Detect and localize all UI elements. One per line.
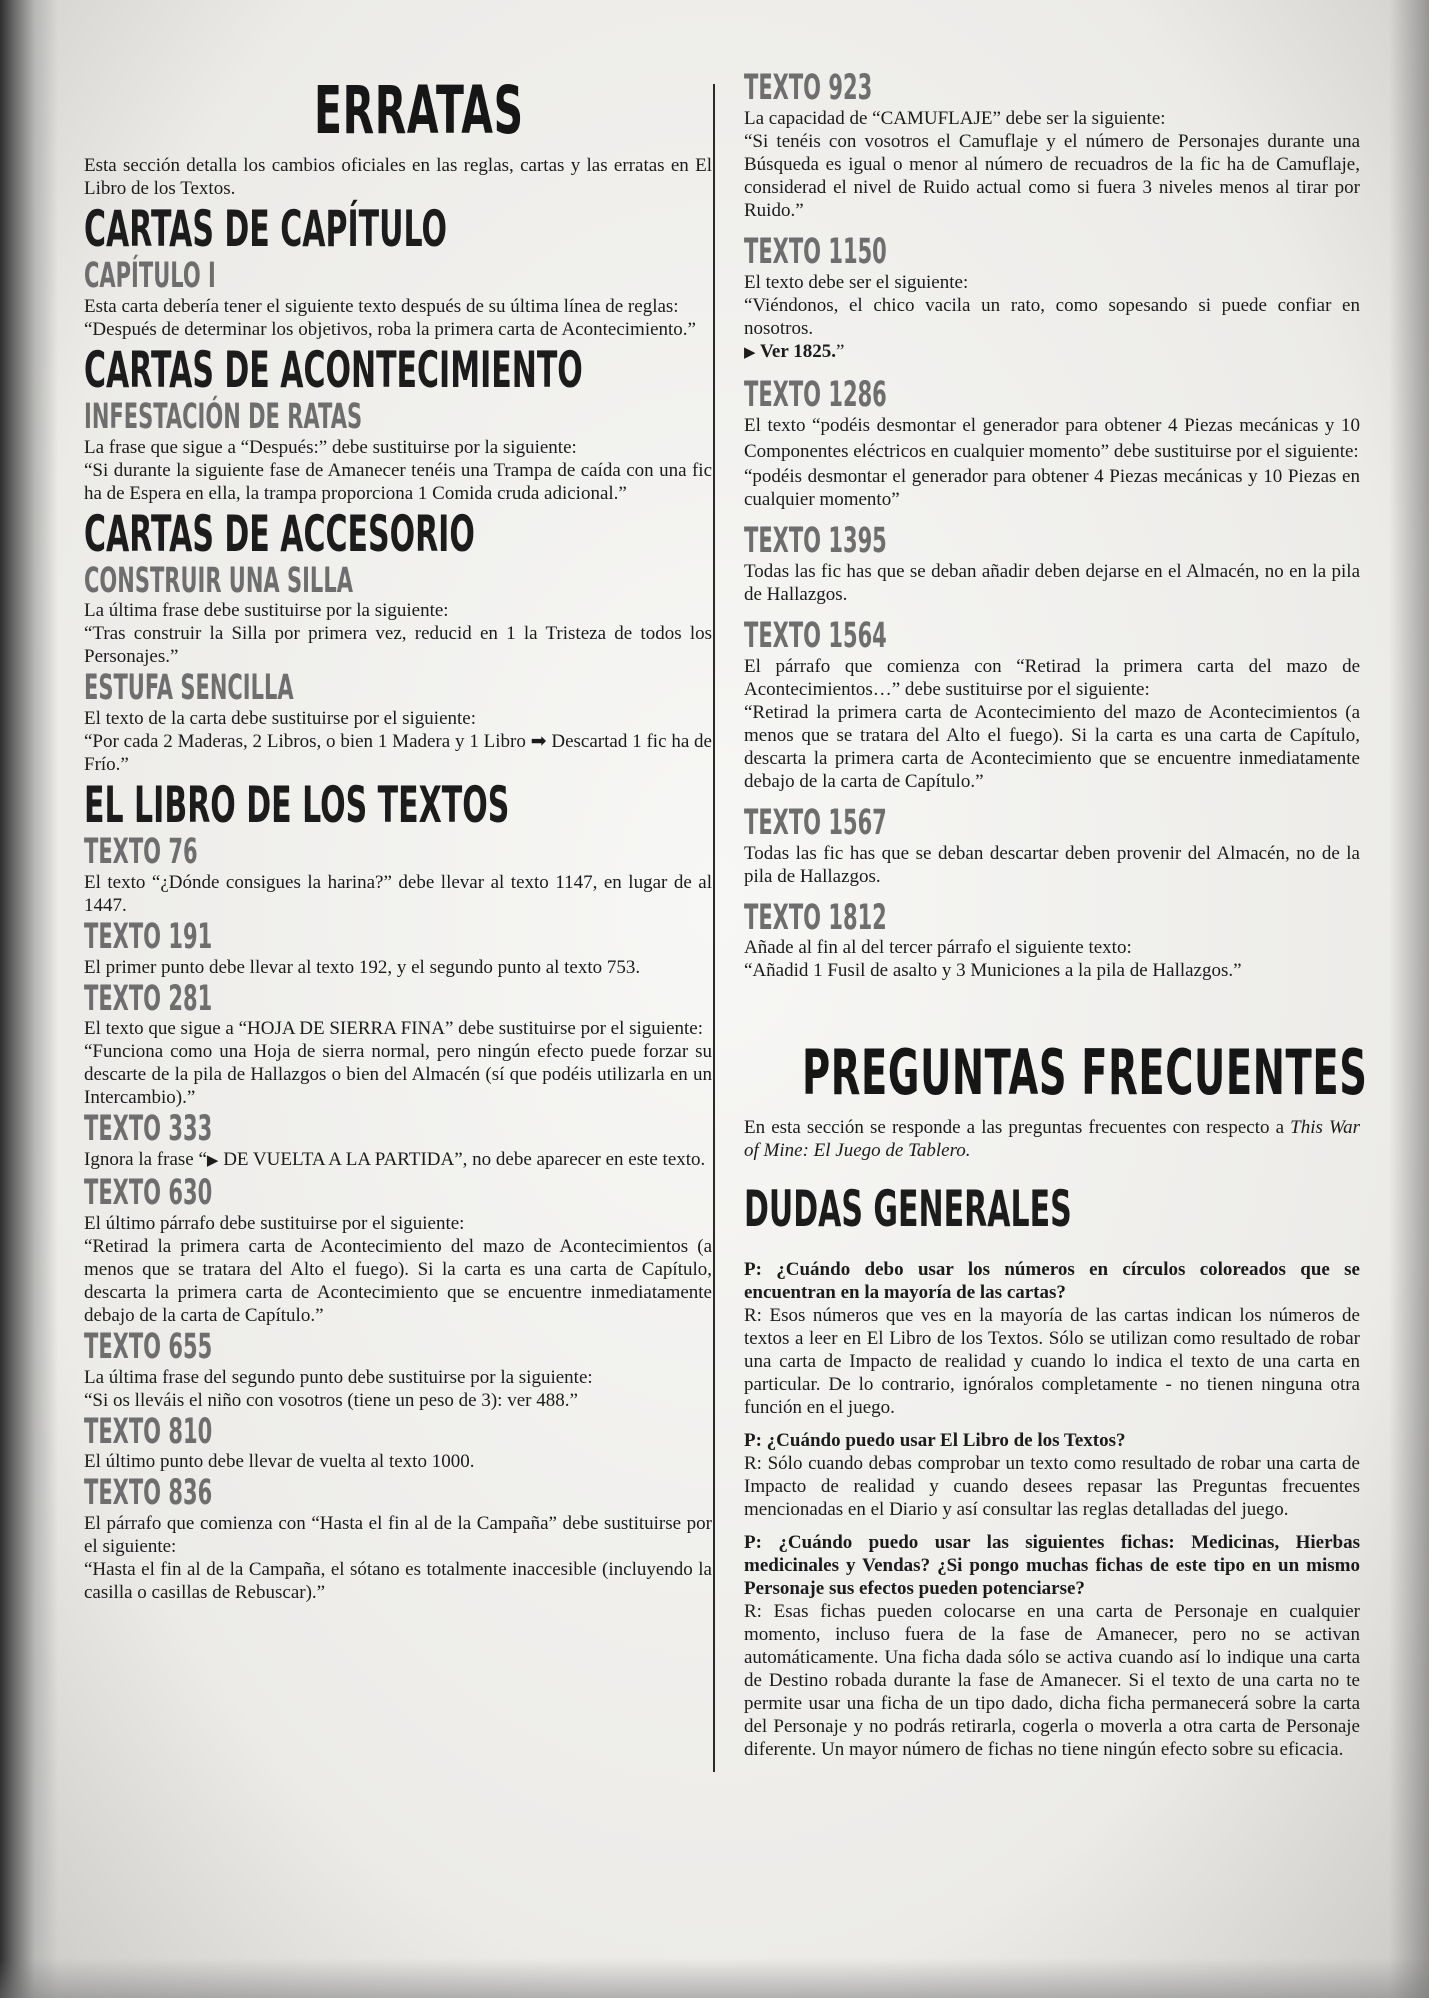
erratas-intro: Esta sección detalla los cambios oficiales en las reglas, cartas y las erratas en El Libro de los Textos. xyxy=(84,155,712,199)
general-questions-title: DUDAS GENERALES xyxy=(744,1180,1072,1239)
text-1286-quote: “podéis desmontar el generador para obtener 4 Piezas mecánicas y 10 Piezas en cualquier momento” xyxy=(744,466,1360,511)
question-3: P: ¿Cuándo puedo usar las siguientes fichas: Medicinas, Hierbas medicinales y Vendas? ¿Si pongo muchas fichas de este tipo en un mismo Personaje sus efectos pueden potenciarse? xyxy=(744,1532,1360,1600)
section-book-of-texts: EL LIBRO DE LOS TEXTOS xyxy=(84,776,510,834)
text-836-quote: “Hasta el fin al de la Campaña, el sótano es totalmente inaccesible (incluyendo la casilla o casillas de Rebuscar).” xyxy=(84,1559,712,1603)
text-1567-body: Todas las fic has que se deban descartar deben provenir del Almacén, no de la pila de Hallazgos. xyxy=(744,842,1360,887)
text-836-body: El párrafo que comienza con “Hasta el fin al de la Campaña” debe sustituirse por el siguiente: xyxy=(84,1513,712,1557)
text-1150-body: El texto debe ser el siguiente: xyxy=(744,271,969,293)
right-column xyxy=(744,68,1368,1761)
page-edge-shadow-right xyxy=(1389,0,1429,1998)
stove-title: ESTUFA SENCILLA xyxy=(84,668,294,709)
text-281-body: El texto que sigue a “HOJA DE SIERRA FINA” debe sustituirse por el siguiente: xyxy=(84,1018,703,1040)
text-1564-title: TEXTO 1564 xyxy=(744,616,887,656)
faq-intro-text: En esta sección se responde a las preguntas frecuentes con respecto a xyxy=(744,1117,1291,1139)
text-1150-quote: “Viéndonos, el chico vacila un rato, como sopesando si puede confiar en nosotros. xyxy=(744,294,1360,339)
text-1150-see-label: Ver 1825. xyxy=(755,340,836,362)
spacer xyxy=(744,793,1360,803)
text-1564-body: El párrafo que comienza con “Retirad la primera carta del mazo de Acontecimientos…” debe sustituirse por el siguiente: xyxy=(744,655,1360,700)
text-281-title: TEXTO 281 xyxy=(84,978,213,1019)
chair-title: CONSTRUIR UNA SILLA xyxy=(84,560,353,601)
text-810-title: TEXTO 810 xyxy=(84,1411,213,1452)
text-630-title: TEXTO 630 xyxy=(84,1173,213,1213)
text-76-body: El texto “¿Dónde consigues la harina?” debe llevar al texto 1147, en lugar de al 1447. xyxy=(84,871,712,916)
chair-quote: “Tras construir la Silla por primera vez, reducid en 1 la Tristeza de todos los Personajes.” xyxy=(84,623,712,668)
spacer xyxy=(744,1162,1360,1180)
chapter-1-text: Esta carta debería tener el siguiente texto después de su última línea de reglas: xyxy=(84,295,679,317)
faq-title: PREGUNTAS FRECUENTES xyxy=(802,1036,1368,1110)
play-arrow-icon: ▶ xyxy=(206,1153,219,1169)
page-edge-shadow xyxy=(0,0,58,1998)
spacer xyxy=(744,982,1360,1042)
text-836-title: TEXTO 836 xyxy=(84,1473,213,1514)
text-333-part-b: DE VUELTA A LA PARTIDA”, no debe aparecer en este texto. xyxy=(218,1149,706,1170)
text-1150-see xyxy=(744,340,1360,365)
play-arrow-icon: ▶ xyxy=(744,344,756,361)
text-1150-title: TEXTO 1150 xyxy=(744,231,887,272)
chapter-1-title: CAPÍTULO I xyxy=(84,256,216,296)
page-edge-shadow-bottom xyxy=(0,1958,1429,1998)
text-333-part-a: Ignora la frase “ xyxy=(84,1149,207,1170)
text-923-title: TEXTO 923 xyxy=(744,68,873,108)
rats-title: INFESTACIÓN DE RATAS xyxy=(84,396,363,437)
spacer xyxy=(744,511,1360,521)
text-810-body: El último punto debe llevar de vuelta al texto 1000. xyxy=(84,1451,475,1473)
text-1812-quote: “Añadid 1 Fusil de asalto y 3 Municiones a la pila de Hallazgos.” xyxy=(744,960,1242,982)
text-1150-see-end: ” xyxy=(835,340,845,362)
text-655-body: La última frase del segundo punto debe sustituirse por la siguiente: xyxy=(84,1366,593,1388)
chair-text: La última frase debe sustituirse por la siguiente: xyxy=(84,600,449,622)
text-281-quote: “Funciona como una Hoja de sierra normal, pero ningún efecto puede forzar su descarte de la pila de Hallazgos o bien del Almacén (sí que podéis utilizarla en un Intercambio).” xyxy=(84,1041,712,1109)
rats-quote: “Si durante la siguiente fase de Amanecer tenéis una Trampa de caída con una fic ha de Espera en ella, la trampa proporciona 1 Comida cruda adicional.” xyxy=(84,459,712,504)
text-1567-title: TEXTO 1567 xyxy=(744,802,887,843)
section-chapter-cards: CARTAS DE CAPÍTULO xyxy=(84,200,447,258)
faq-intro xyxy=(744,1116,1360,1162)
answer-1: R: Esos números que ves en la mayoría de las cartas indican los números de textos a leer en El Libro de los Textos. Sólo se utilizan como resultado de robar una carta de Impacto de realidad y cuando lo indica el texto de una carta en particular. De lo contrario, ignóralos completamente - no tienen ninguna otra función en el juego. xyxy=(744,1305,1360,1419)
spacer xyxy=(744,606,1360,616)
spacer xyxy=(744,365,1360,375)
answer-2: R: Sólo cuando debas comprobar un texto como resultado de robar una carta de Impacto de realidad y cuando desees repasar las Preguntas frecuentes mencionadas en el Diario y así consultar las reglas detalladas del juego. xyxy=(744,1453,1360,1521)
answer-3: R: Esas fichas pueden colocarse en una carta de Personaje en cualquier momento, incluso fuera de la fase de Amanecer, pero no se activan automáticamente. Una ficha dada sólo se activa cuando así lo indique una carta de Destino robada durante la fase de Amanecer. Si el texto de una carta no te permite usar una ficha de un tipo dado, dicha ficha permanecerá sobre la carta del Personaje y no podrás retirarla, cogerla o moverla a otra carta de Personaje diferente. Un mayor número de fichas no tiene ningún efecto sobre su eficacia. xyxy=(744,1601,1360,1761)
text-191-body: El primer punto debe llevar al texto 192, y el segundo punto al texto 753. xyxy=(84,956,641,978)
spacer xyxy=(744,222,1360,232)
question-1: P: ¿Cuándo debo usar los números en círculos coloreados que se encuentran en la mayoría de las cartas? xyxy=(744,1259,1360,1304)
erratas-title: ERRATAS xyxy=(314,72,524,149)
section-event-cards: CARTAS DE ACONTECIMIENTO xyxy=(84,340,583,399)
stove-quote: “Por cada 2 Maderas, 2 Libros, o bien 1 Madera y 1 Libro ➡ Descartad 1 fic ha de Frío.” xyxy=(84,731,712,775)
faq-intro-game-title: This War of Mine: El Juego de Tablero. xyxy=(744,1117,1360,1162)
left-column xyxy=(84,72,712,1604)
text-655-title: TEXTO 655 xyxy=(84,1326,213,1367)
text-1395-title: TEXTO 1395 xyxy=(744,521,887,562)
column-divider xyxy=(713,84,715,1772)
text-1286-body: El texto “podéis desmontar el generador para obtener 4 Piezas mecánicas y 10 Componentes eléctricos en cualquier momento” debe sustituirse por el siguiente: xyxy=(744,415,1360,463)
text-655-quote: “Si os lleváis el niño con vosotros (tiene un peso de 3): ver 488.” xyxy=(84,1389,578,1411)
text-1395-body: Todas las fic has que se deban añadir deben dejarse en el Almacén, no en la pila de Hallazgos. xyxy=(744,561,1360,605)
text-333-body xyxy=(84,1148,712,1173)
text-630-quote: “Retirad la primera carta de Acontecimiento del mazo de Acontecimientos (a menos que se tratara del Alto el fuego). Si la carta es una carta de Capítulo, descarta la primera carta de Acontecimiento que se encuentre inmediatamente debajo de la carta de Capítulo.” xyxy=(84,1235,712,1326)
stove-text: El texto de la carta debe sustituirse por el siguiente: xyxy=(84,708,477,729)
text-76-title: TEXTO 76 xyxy=(84,832,198,872)
text-923-quote: “Si tenéis con vosotros el Camuflaje y el número de Personajes durante una Búsqueda es igual o menor al número de recuadros de la fic ha de Camuflaje, considerad el nivel de Ruido actual como si fuera 3 niveles menos al tirar por Ruido.” xyxy=(744,130,1360,221)
spacer xyxy=(744,1238,1360,1248)
chapter-1-quote: “Después de determinar los objetivos, roba la primera carta de Acontecimiento.” xyxy=(84,318,696,340)
text-630-body: El último párrafo debe sustituirse por el siguiente: xyxy=(84,1212,465,1234)
spacer xyxy=(744,888,1360,898)
text-333-title: TEXTO 333 xyxy=(84,1109,213,1150)
rats-text: La frase que sigue a “Después:” debe sustituirse por la siguiente: xyxy=(84,436,577,458)
text-191-title: TEXTO 191 xyxy=(84,916,213,957)
text-1564-quote: “Retirad la primera carta de Acontecimiento del mazo de Acontecimientos (a menos que se tratara del Alto el fuego). Si la carta es una carta de Capítulo, descarta la primera carta de Acontecimiento que se encuentre inmediatamente debajo de la carta de Capítulo.” xyxy=(744,701,1360,792)
text-1812-body: Añade al fin al del tercer párrafo el siguiente texto: xyxy=(744,937,1132,959)
question-2: P: ¿Cuándo puedo usar El Libro de los Textos? xyxy=(744,1430,1126,1452)
text-1812-title: TEXTO 1812 xyxy=(744,897,887,938)
text-923-body: La capacidad de “CAMUFLAJE” debe ser la siguiente: xyxy=(744,107,1166,129)
section-accessory-cards: CARTAS DE ACCESORIO xyxy=(84,504,475,563)
text-1286-title: TEXTO 1286 xyxy=(744,374,887,415)
